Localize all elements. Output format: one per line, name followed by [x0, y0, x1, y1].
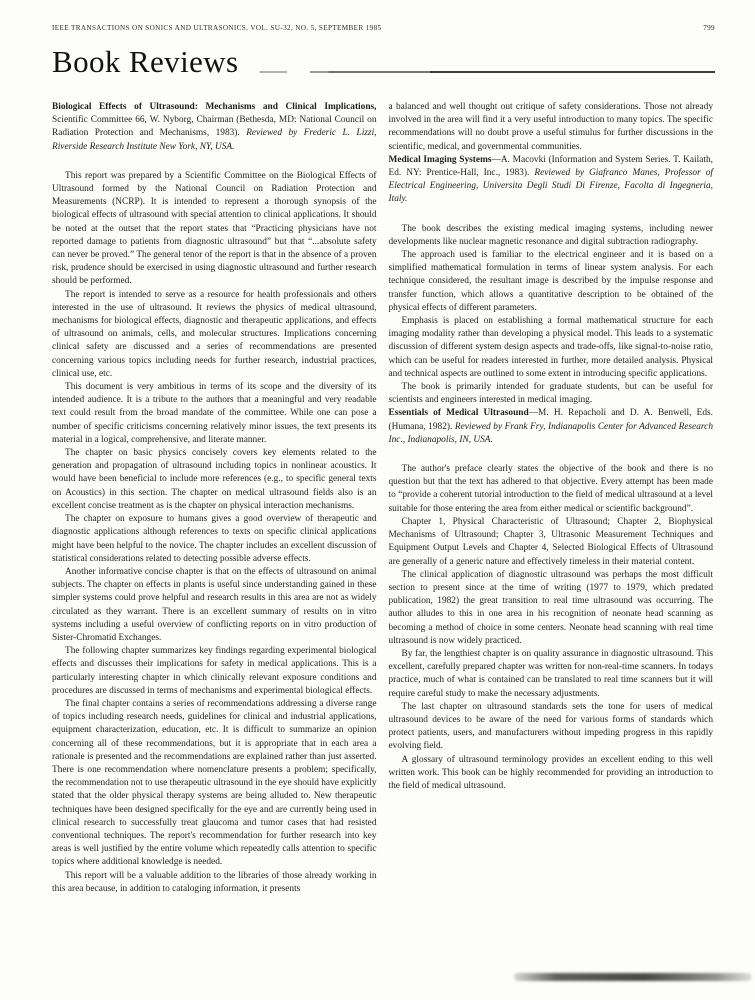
review-reviewer: Reviewed by Frederic L. Lizzi, Riverside Research Institute New York, NY, USA. [52, 128, 377, 152]
review-paragraph: The chapter on basic physics concisely covers key elements related to the generation and propagation of ultrasound including topics in nonlinear acoustics. It would have been beneficial to include more references (e.g., to specific general texts on Acoustics) in this section. The chapter on medical ultrasound fields also is an excellent concise treatment as is the chapter on physical interaction mechanisms. [52, 448, 377, 511]
review-paragraph-continuation: a balanced and well thought out critique of safety considerations. Those not already involved in the area will find it a very useful introduction to many topics. The specific recommendations will no doubt prove a useful stimulus for further discussions in the scientific, medical, and governmental communities. [388, 102, 713, 152]
review-heading [389, 154, 714, 207]
review-paragraph: Emphasis is placed on establishing a formal mathematical structure for each imaging modality rather than developing a physical model. This leads to a systematic discussion of different system design aspects and trade-offs, like signal-to-noise ratio, which can be useful for readers interested in further, more detailed analysis. Physical and technical aspects are outlined to some extent in introducing specific applications. [388, 316, 713, 379]
review-heading [52, 101, 377, 154]
two-column-body [52, 101, 713, 896]
scan-artifact [514, 973, 752, 981]
running-header [52, 24, 715, 32]
review-paragraph: The clinical application of diagnostic ultrasound was perhaps the most difficult section to present since at the time of writing (1977 to 1979, which predated publication, 1982) the great transition to real time ultrasound was occurring. The author alludes to this in one area in his recognition of neonate head scanning as becoming a method of choice in some centers. Neonate head scanning with real time ultrasound is now widely practiced. [388, 569, 713, 646]
review-paragraph: The book is primarily intended for graduate students, but can be useful for scientists and engineers interested in medical imaging. [388, 382, 713, 406]
right-column [389, 101, 714, 896]
review-paragraph: The report is intended to serve as a resource for health professionals and others interested in the use of ultrasound. It reviews the physics of medical ultrasound, mechanisms for biological effects, diagnostic and therapeutic applications, and effects of ultrasound on animals, cells, and molecular structures. Implications concerning clinical safety are discussed and a series of recommendations are presented concerning various topics including needs for further research, industrial practices, clinical use, etc. [52, 289, 377, 379]
review-1 [52, 101, 377, 896]
review-paragraph: Chapter 1, Physical Characteristic of Ultrasound; Chapter 2, Biophysical Mechanisms of Ultrasound; Chapter 3, Ultrasonic Measurement Techniques and Equipment Output Levels and Chapter 4, Selected Biological Effects of Ultrasound are generally of a generic nature and effectively timeless in their material content. [388, 516, 713, 567]
journal-header-text: IEEE TRANSACTIONS ON SONICS AND ULTRASONICS, VOL. SU-32, NO. 5, SEPTEMBER 1985 [52, 24, 382, 32]
page-number: 799 [703, 24, 715, 32]
review-book-title: Biological Effects of Ultrasound: Mechanisms and Clinical Implications, [52, 102, 377, 112]
review-paragraph: The chapter on exposure to humans gives a good overview of therapeutic and diagnostic applications although references to texts on specific clinical applications might have been helpful to the novice. The chapter includes an excellent discussion of statistical considerations related to detecting possible adverse effects. [52, 514, 377, 564]
review-paragraph: Another informative concise chapter is that on the effects of ultrasound on animal subjects. The chapter on effects in plants is useful since understanding gained in these simpler systems could prove helpful and research results in this area are not as widely circulated as they warrant. There is an excellent summary of results on in vitro systems including a useful overview of conflicting reports on in vitro production of Sister-Chromatid Exchanges. [52, 566, 377, 643]
review-paragraph: This report will be a valuable addition to the libraries of those already working in this area because, in addition to cataloging information, it presents [52, 870, 377, 894]
title-row [52, 46, 715, 77]
review-paragraph: The final chapter contains a series of recommendations addressing a diverse range of topics including research needs, guidelines for clinical and industrial applications, equipment characterization, education, etc. It is difficult to summarize an opinion concerning all of these recommendations, but it is appropriate that in each area a rationale is presented and the recommendations are explained rather than just asserted. There is one recommendation where nomenclature presents a problem; specifically, the recommendation not to use therapeutic ultrasound in the eye should have explicitly stated that the older physical therapy systems are being alluded to. New therapeutic techniques have been designed specifically for the eye and are currently being used in clinical research to successfully treat glaucoma and tumor cases that had resisted conventional techniques. The report's recommendation for further research into key areas is well justified by the entire volume which repeatedly calls attention to specific topics where additional knowledge is needed. [52, 698, 377, 868]
title-rule [255, 71, 716, 73]
review-reviewer: Reviewed by Frank Fry, Indianapolis Center for Advanced Research Inc., Indianapolis, IN, USA. [388, 421, 713, 445]
review-reviewer: Reviewed by Giafranco Manes, Professor of Electrical Engineering, Universita Degli Studi Di Firenze, Facolta di Ingegneria, Italy. [388, 168, 714, 205]
review-3 [389, 407, 714, 793]
review-paragraph: A glossary of ultrasound terminology provides an excellent ending to this well written work. This book can be highly recommended for providing an introduction to the field of medical ultrasound. [388, 754, 713, 791]
review-heading [389, 407, 714, 447]
review-citation: Scientific Committee 66, W. Nyborg, Chairman (Bethesda, MD: National Council on Radiation Protection and Mechanisms, 1983). [52, 115, 377, 139]
review-paragraph: The following chapter summarizes key findings regarding experimental biological effects and discusses their implications for safety in medical applications. This is a particularly interesting chapter in which clinically relevant exposure conditions and procedures are discussed in terms of mechanisms and experimental biological effects. [52, 646, 377, 696]
review-book-title: Essentials of Medical Ultrasound [388, 408, 529, 419]
review-paragraph: By far, the lengthiest chapter is on quality assurance in diagnostic ultrasound. This excellent, carefully prepared chapter was written for non-real-time scanners. In todays practice, much of what is contained can be translated to real time scanners but it will require careful study to make the necessary adjustments. [388, 648, 713, 699]
page-title: Book Reviews [52, 44, 239, 79]
review-paragraph: The book describes the existing medical imaging systems, including newer developments like nuclear magnetic resonance and digital subtraction radiography. [388, 223, 713, 247]
review-citation: —A. Macovki (Information and System Series. T. Kailath, Ed. NY: Prentice-Hall, Inc., 1983). [388, 154, 713, 179]
review-paragraph: The approach used is familiar to the electrical engineer and it is based on a simplified mathematical formulation in terms of linear system analysis. For each technique considered, the resultant image is described by the impulse response and transfer function, which allows a quantitative description to be obtained of the physical effects of different parameters. [388, 250, 713, 313]
left-column [52, 101, 377, 896]
review-citation: —M. H. Repacholi and D. A. Benwell, Eds. (Humana, 1982). [388, 408, 713, 432]
review-paragraph: This document is very ambitious in terms of its scope and the diversity of its intended audience. It is a tribute to the authors that a meaningful and very readable text could result from the broad mandate of the committee. While one can pose a number of specific criticisms concerning relatively minor issues, the text presents its material in a logical, comprehensive, and literate manner. [52, 382, 377, 445]
review-paragraph: The last chapter on ultrasound standards sets the tone for users of medical ultrasound devices to be aware of the need for various forms of standards which protect patients, users, and manufacturers without impeding progress in this rapidly evolving field. [388, 701, 713, 752]
review-paragraph: The author's preface clearly states the objective of the book and there is no question but that the text has adhered to that objective. Every attempt has been made to “provide a coherent tutorial introduction to the field of medical ultrasound at a level suitable for those entering the area from either medical or scientific background”. [388, 464, 713, 514]
review-2 [389, 154, 714, 408]
review-paragraph: This report was prepared by a Scientific Committee on the Biological Effects of Ultrasound formed by the National Council on Radiation Protection and Measurements (NCRP). It is intended to represent a thorough synopsis of the biological effects of ultrasound with special attention to clinical applications. It should be noted at the outset that the report states that “Practicing physicians have not reported damage to patients from diagnostic ultrasound” but that “...absolute safety can never be proved.” The general tenor of the report is that in the absence of a proven risk, prudence should be exercised in using diagnostic ultrasound and further research should be performed. [52, 170, 377, 287]
review-book-title: Medical Imaging Systems [388, 154, 492, 165]
